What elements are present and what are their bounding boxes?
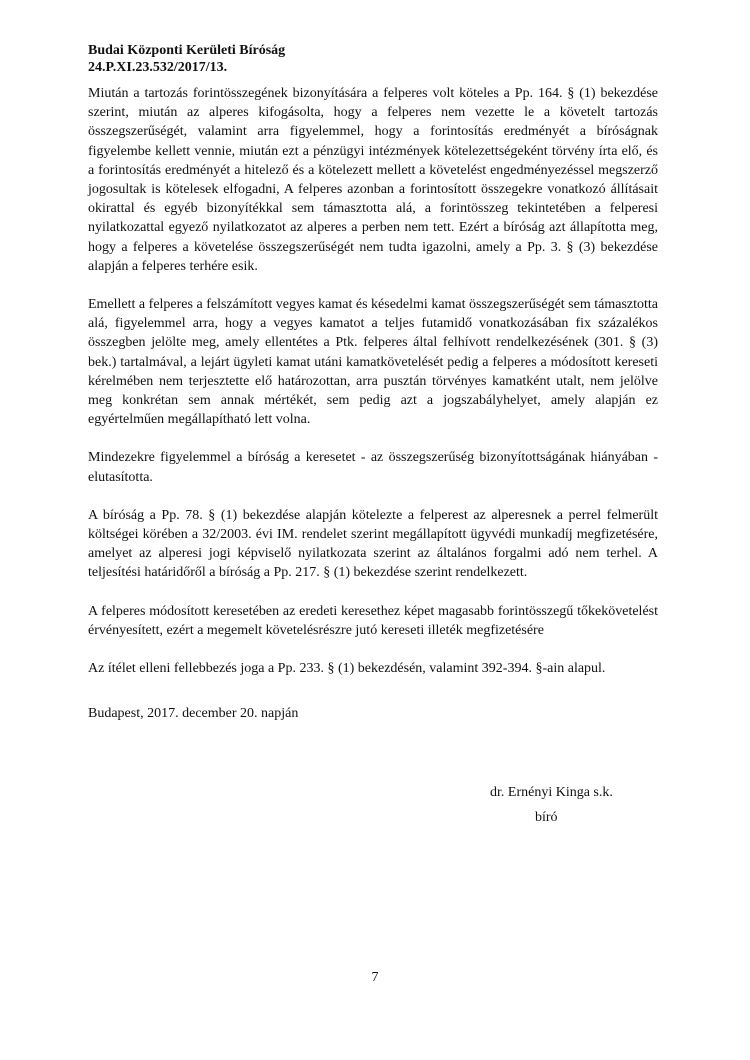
signature-name: dr. Ernényi Kinga s.k. — [490, 785, 613, 800]
document-body — [88, 84, 658, 678]
signature-role: bíró — [535, 810, 558, 825]
paragraph-6: Az ítélet elleni fellebbezés joga a Pp. 233. § (1) bekezdésén, valamint 392-394. §-ain alapul. — [88, 661, 606, 677]
paragraph-4: A bíróság a Pp. 78. § (1) bekezdése alapján kötelezte a felperest az alperesnek a perrel felmerült költségei körében a 32/2003. évi IM. rendelet szerint megállapított ügyvédi munkadíj megfizetésére, amelyet az alperesi jogi képviselő nyilatkozata szerint az általános forgalmi adó nem terhel. A teljesítési határidőről a bíróság a Pp. 217. § (1) bekezdése szerint rendelkezett. — [88, 507, 658, 581]
paragraph-1: Miután a tartozás forintösszegének bizonyítására a felperes volt köteles a Pp. 164. § (1) bekezdése szerint, miután az alperes kifogásolta, hogy a felperes nem vezette le a követelt tartozás összegszerűségét, valamint arra figyelemmel, hogy a forintosítás eredményét a bíróságnak figyelembe kellett vennie, miután ezt a pénzügyi intézmények kötelezettségeként törvény írta elő, és a forintosítás eredményét a hitelező és a kötelezett mellett a követelést engedményezéssel megszerző jogosultak is kötelesek elfogadni, A felperes azonban a forintosított összegekre vonatkozó állításait okirattal és egyéb bizonyítékkal sem támasztotta alá, a forintösszeg tekintetében a felperesi nyilatkozattal egyező nyilatkozatot az alperes a perben nem tett. Ezért a bíróság azt állapította meg, hogy a felperes a követelése összegszerűségét nem tudta igazolni, amely a Pp. 3. § (3) bekezdése alapján a felperes terhére esik. — [88, 86, 658, 274]
paragraph-5: A felperes módosított keresetében az eredeti keresethez képet magasabb forintösszegű tőkekövetelést érvényesített, ezért a megemelt követelésrészre jutó kereseti illeték megfizetésére — [88, 603, 658, 638]
court-name: Budai Központi Kerületi Bíróság — [88, 43, 286, 58]
paragraph-2: Emellett a felperes a felszámított vegyes kamat és késedelmi kamat összegszerűségét sem támasztotta alá, figyelemmel arra, hogy a vegyes kamatot a teljes futamidő vonatkozásában fix százalékos összegben jelölte meg, amely ellentétes a Ptk. felperes által felhívott rendelkezésének (301. § (3) bek.) tartalmával, a lejárt ügyleti kamat utáni kamatkövetelését pedig a felperes a módosított kereseti kérelmében nem terjesztette elő határozottan, arra pusztán törvényes kamatként utalt, nem jelölve meg konkrétan sem annak mértékét, sem pedig azt a jogszabályhelyet, amely alapján ez egyértelműen megállapítható lett volna. — [88, 297, 658, 428]
place-and-date: Budapest, 2017. december 20. napján — [88, 706, 299, 722]
paragraph-3: Mindezekre figyelemmel a bíróság a keresetet - az összegszerűség bizonyítottságának hiányában - elutasította. — [88, 450, 658, 485]
case-number: 24.P.XI.23.532/2017/13. — [88, 60, 228, 75]
page-number: 7 — [371, 970, 379, 985]
